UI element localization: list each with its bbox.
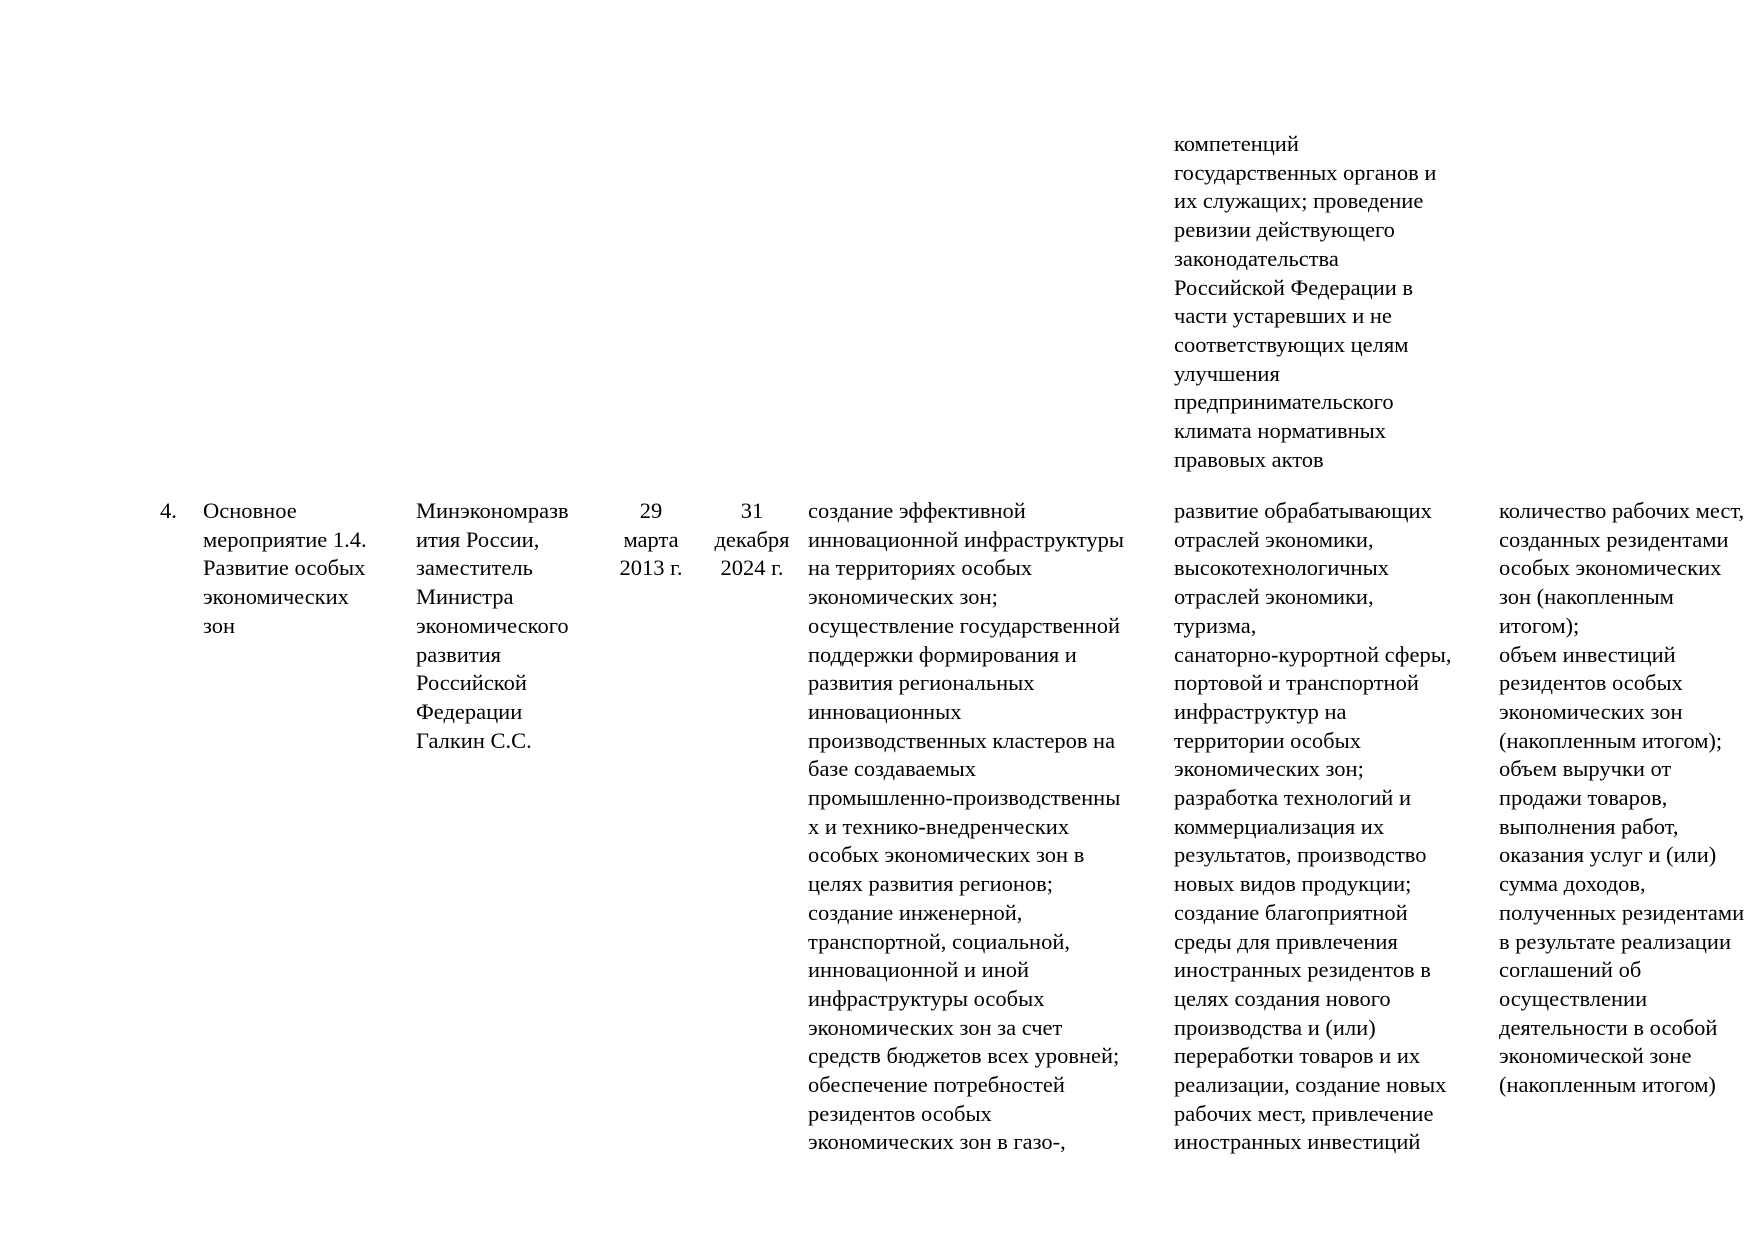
expected-results-cell: развитие обрабатывающих отраслей экономики, высокотехнологичных отраслей экономики, туризма, санаторно-курортной сферы, портовой и транспортной инфраструктур на территории особых экономических зон; разработка технологий и коммерциализация их результатов, производство новых видов продукции; создание благоприятной среды для привлечения иностранных резидентов в целях создания нового производства и (или) переработки товаров и их реализации, создание новых рабочих мест, привлечение иностранных инвестиций — [1174, 498, 1452, 1155]
activity-name-cell: Основное мероприятие 1.4. Развитие особых экономических зон — [203, 498, 367, 638]
start-date-cell: 29 марта 2013 г. — [619, 498, 683, 581]
responsible-executor-cell: Минэкономразв ития России, заместитель Министра экономического развития Российской Федерации Галкин С.С. — [416, 498, 569, 753]
row-number: 4. — [160, 498, 177, 523]
continued-expected-results-cell: компетенций государственных органов и их служащих; проведение ревизии действующего законодательства Российской Федерации в части устаревших и не соответствующих целям улучшения предпринимательского климата нормативных правовых актов — [1174, 131, 1437, 472]
direct-result-cell: создание эффективной инновационной инфраструктуры на территориях особых экономических зон; осуществление государственной поддержки формирования и развития региональных инновационных производственных кластеров на базе создаваемых промышленно-производственны х и технико-внедренческих особых экономических зон в целях развития регионов; создание инженерной, транспортной, социальной, инновационной и иной инфраструктуры особых экономических зон за счет средств бюджетов всех уровней; обеспечение потребностей резидентов особых экономических зон в газо-, — [808, 498, 1124, 1155]
indicators-cell: количество рабочих мест, созданных резидентами особых экономических зон (накопленным итогом); объем инвестиций резидентов особых экономических зон (накопленным итогом); объем выручки от продажи товаров, выполнения работ, оказания услуг и (или) сумма доходов, полученных резидентами в результате реализации соглашений об осуществлении деятельности в особой экономической зоне (накопленным итогом) — [1499, 498, 1745, 1098]
end-date-cell: 31 декабря 2024 г. — [714, 498, 790, 581]
